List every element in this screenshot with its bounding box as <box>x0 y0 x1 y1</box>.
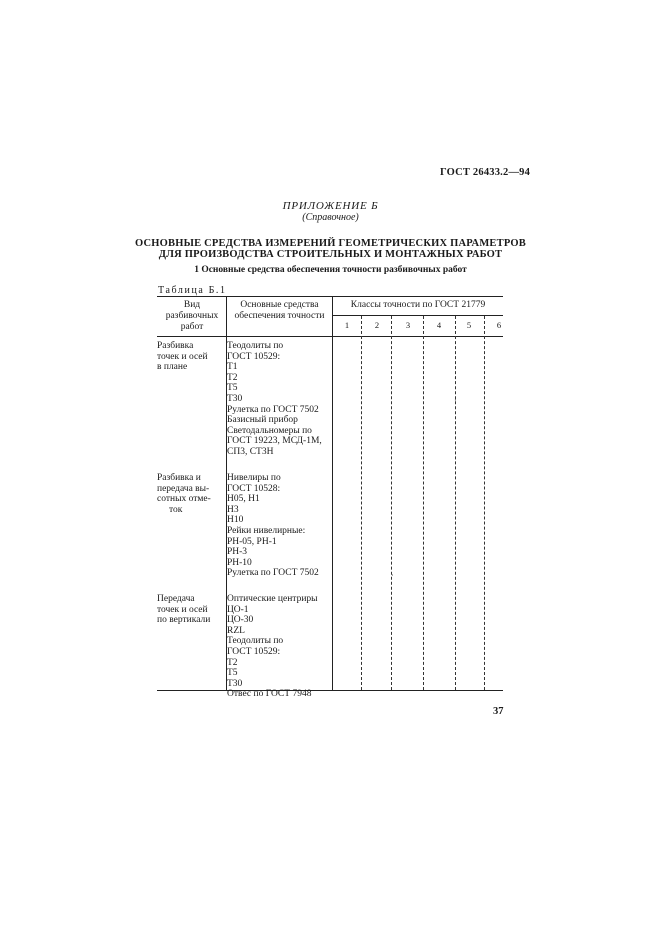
work-type-cell <box>157 594 227 626</box>
work-type-line: по вертикали <box>157 615 211 626</box>
work-type-cell <box>157 341 227 373</box>
tool-line: ЦО-30 <box>227 615 254 626</box>
main-title-line-1: ОСНОВНЫЕ СРЕДСТВА ИЗМЕРЕНИЙ ГЕОМЕТРИЧЕСКИХ ПАРАМЕТРОВ <box>135 238 526 249</box>
class-number-1: 1 <box>344 320 350 330</box>
tools-cell <box>227 341 337 458</box>
header-main-tools-line: обеспечения точности <box>234 311 325 321</box>
class-number-5: 5 <box>466 320 472 330</box>
class-header-rule <box>332 315 503 316</box>
work-type-line: точек и осей <box>157 351 208 362</box>
header-accuracy-classes: Классы точности по ГОСТ 21779 <box>350 300 486 310</box>
tool-line: Н05, Н1 <box>227 494 260 505</box>
work-type-line: точек и осей <box>157 604 208 615</box>
header-work-type-line: разбивочных <box>165 311 219 321</box>
work-type-line: Разбивка и <box>157 473 201 483</box>
tool-line: Рулетка по ГОСТ 7502 <box>227 568 319 579</box>
class-divider-4 <box>455 316 456 690</box>
tool-line: Оптические центриры <box>227 594 318 604</box>
tool-line: Рейки нивелирные: <box>227 525 306 536</box>
class-number-2: 2 <box>374 320 380 330</box>
class-number-6: 6 <box>496 320 502 330</box>
tool-line: Т30 <box>227 678 243 689</box>
class-divider-1 <box>361 316 362 690</box>
work-type-cell <box>157 473 227 515</box>
section-title: 1 Основные средства обеспечения точности разбивочных работ <box>194 265 467 275</box>
tools-cell <box>227 594 337 700</box>
tool-line: Н3 <box>227 504 239 515</box>
tool-line: РН-05, РН-1 <box>227 536 277 547</box>
header-work-type-line: работ <box>180 322 204 332</box>
header-work-type-line: Вид <box>183 300 201 310</box>
tool-line: Теодолиты по <box>227 341 284 351</box>
tool-line: СП3, СТ3Н <box>227 446 274 457</box>
tool-line: РН-3 <box>227 547 248 558</box>
class-divider-3 <box>423 316 424 690</box>
print-mark: · <box>454 374 457 383</box>
work-type-line: сотных отме- <box>157 494 211 505</box>
class-number-4: 4 <box>436 320 442 330</box>
tool-line: ГОСТ 10529: <box>227 351 281 362</box>
appendix-title: ПРИЛОЖЕНИЕ Б <box>282 200 379 212</box>
tool-line: ГОСТ 10528: <box>227 483 281 494</box>
tool-line: ГОСТ 10529: <box>227 646 281 657</box>
header-bottom-rule <box>157 336 503 337</box>
header-work-type <box>157 300 227 333</box>
table-label: Таблица Б.1 <box>158 285 227 296</box>
tool-line: Н10 <box>227 515 244 526</box>
print-mark: · <box>391 571 394 580</box>
tool-line: ЦО-1 <box>227 604 249 615</box>
work-type-line: Разбивка <box>157 341 194 351</box>
work-type-line: ток <box>169 504 183 515</box>
header-main-tools <box>227 300 332 322</box>
work-type-line: в плане <box>157 362 188 373</box>
tool-line: ГОСТ 19223, МСД-1М, <box>227 436 322 447</box>
tool-line: Т5 <box>227 383 238 394</box>
print-mark: · <box>454 396 457 405</box>
tool-line: Т2 <box>227 657 238 668</box>
tool-line: Т5 <box>227 668 238 679</box>
main-title <box>0 238 661 260</box>
appendix-subtitle: (Справочное) <box>302 212 359 223</box>
tool-line: Т30 <box>227 393 243 404</box>
tool-line: Отвес по ГОСТ 7948 <box>227 689 312 700</box>
work-type-line: Передача <box>157 594 195 604</box>
tool-line: Светодальномеры по <box>227 425 312 436</box>
table-top-rule <box>157 296 503 297</box>
tool-line: Нивелиры по <box>227 473 281 483</box>
tool-line: Т2 <box>227 372 238 383</box>
tool-line: Базисный прибор <box>227 415 298 426</box>
tool-line: РН-10 <box>227 557 252 568</box>
tool-line: Теодолиты по <box>227 636 284 647</box>
work-type-line: передача вы- <box>157 483 210 494</box>
document-code: ГОСТ 26433.2—94 <box>440 167 531 178</box>
page-number: 37 <box>493 706 504 717</box>
tool-line: Т1 <box>227 362 238 373</box>
tool-line: Рулетка по ГОСТ 7502 <box>227 404 319 415</box>
class-divider-5 <box>484 316 485 690</box>
class-divider-2 <box>391 316 392 690</box>
header-main-tools-line: Основные средства <box>240 300 319 310</box>
main-title-line-2: ДЛЯ ПРОИЗВОДСТВА СТРОИТЕЛЬНЫХ И МОНТАЖНЫХ РАБОТ <box>158 249 503 260</box>
tools-cell <box>227 473 337 579</box>
tool-line: RZL <box>227 625 245 636</box>
class-number-3: 3 <box>405 320 411 330</box>
